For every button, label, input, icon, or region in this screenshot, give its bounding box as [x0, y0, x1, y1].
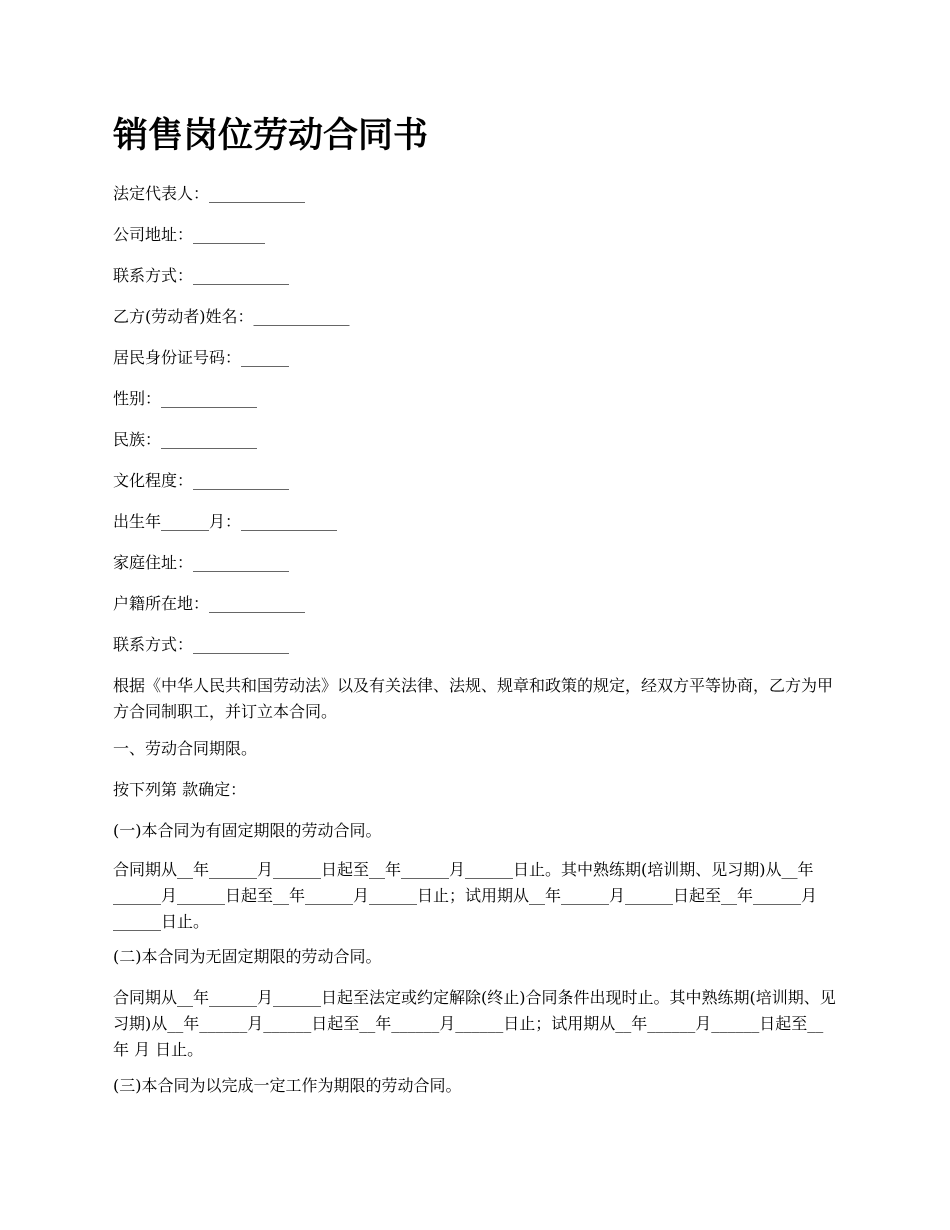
- field-ethnicity: 民族：____________: [113, 430, 258, 449]
- field-birth-date: 出生年______月：____________: [113, 512, 338, 531]
- field-household-registration: 户籍所在地：____________: [113, 594, 306, 613]
- field-legal-representative: 法定代表人：____________: [113, 184, 306, 203]
- field-education: 文化程度：____________: [113, 471, 290, 490]
- field-contact-method-2: 联系方式：____________: [113, 635, 290, 654]
- clause-body: 合同期从__年______月______日起至法定或约定解除(终止)合同条件出现时止。其中熟练期(培训期、见习期)从__年______月______日起至__年______月______日止；试用期从__年______月______日起至__年 月 日止。: [113, 988, 836, 1059]
- clause-title: (一)本合同为有固定期限的劳动合同。: [113, 821, 382, 840]
- field-company-address: 公司地址：_________: [113, 225, 266, 244]
- field-id-number: 居民身份证号码：______: [113, 348, 290, 367]
- section-heading: 一、劳动合同期限。: [113, 739, 258, 758]
- clause-title: (二)本合同为无固定期限的劳动合同。: [113, 947, 382, 966]
- field-home-address: 家庭住址：____________: [113, 553, 290, 572]
- field-gender: 性别：____________: [113, 389, 258, 408]
- field-contact-method: 联系方式：____________: [113, 266, 290, 285]
- intro-paragraph: 根据《中华人民共和国劳动法》以及有关法律、法规、规章和政策的规定，经双方平等协商，乙方为甲方合同制职工，并订立本合同。: [113, 676, 834, 721]
- document-title: 销售岗位劳动合同书: [113, 116, 429, 156]
- field-employee-name: 乙方(劳动者)姓名：____________: [113, 307, 350, 326]
- clause-title: (三)本合同为以完成一定工作为期限的劳动合同。: [113, 1076, 462, 1095]
- section-instruction: 按下列第 款确定：: [113, 780, 247, 799]
- clause-body: 合同期从__年______月______日起至__年______月______日止。其中熟练期(培训期、见习期)从__年______月______日起至__年______月______日止；试用期从__年______月______日起至__年______月______日止。: [113, 860, 818, 931]
